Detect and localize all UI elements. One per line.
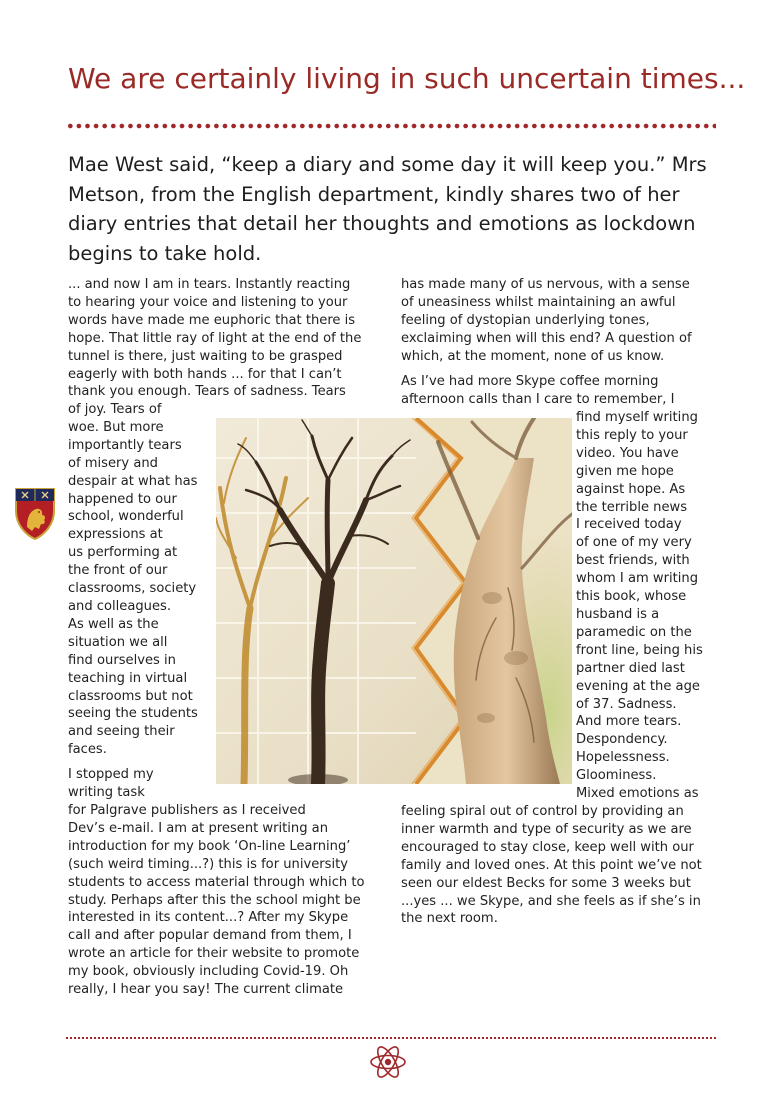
text-line: encouraged to stay close, keep well with our	[401, 839, 694, 855]
text-line: front line, being his	[576, 642, 703, 658]
text-line: Dev’s e-mail. I am at present writing an	[68, 820, 329, 836]
text-line: inner warmth and type of security as we are	[401, 821, 692, 837]
text-line: my book, obviously including Covid-19. Oh	[68, 964, 349, 980]
text-line: husband is a	[576, 606, 660, 622]
text-line: seeing the students	[68, 706, 198, 722]
text-line: seen our eldest Becks for some 3 weeks but	[401, 875, 691, 891]
text-line: the terrible news	[576, 499, 688, 515]
text-line: Hopelessness.	[576, 750, 670, 766]
text-line: feeling of dystopian underlying tones,	[401, 312, 650, 328]
text-line: us performing at	[68, 545, 178, 561]
left-column-opening	[68, 276, 390, 401]
text-line: happened to our	[68, 491, 177, 507]
text-line: of joy. Tears of	[68, 402, 162, 417]
text-line: eagerly with both hands ... for that I can’t	[68, 366, 342, 382]
text-line: expressions at	[68, 527, 163, 543]
text-line: classrooms, society	[68, 581, 197, 597]
right-column-opening	[401, 276, 723, 366]
text-line: whom I am writing	[576, 571, 699, 587]
intro-paragraph: Mae West said, “keep a diary and some day it will keep you.” Mrs Metson, from the English department, kindly shares two of her diary entries that detail her thoughts and emotions as lockdown begins to take hold.	[68, 153, 707, 265]
text-line: exclaiming when will this end? A question of	[401, 330, 692, 346]
text-line: Despondency.	[576, 732, 668, 748]
text-line: study. Perhaps after this the school might be	[68, 892, 361, 908]
text-line: classrooms but not	[68, 688, 193, 704]
text-line: I received today	[576, 517, 682, 533]
footer-dotted-line	[66, 1037, 716, 1039]
text-line: As well as the	[68, 616, 159, 632]
text-line: and colleagues.	[68, 598, 172, 614]
text-line: best friends, with	[576, 553, 690, 569]
dotted-divider	[66, 122, 716, 130]
right-column-second-paragraph-start	[401, 373, 723, 409]
text-line: given me hope	[576, 463, 674, 479]
left-column-second-paragraph-start	[68, 766, 214, 802]
text-line: writing task	[68, 784, 145, 800]
text-line: call and after popular demand from them, I	[68, 928, 352, 944]
text-line: introduction for my book ‘On-line Learning’	[68, 838, 351, 854]
text-line: thank you enough. Tears of sadness. Tears	[68, 384, 346, 400]
page-title: We are certainly living in such uncertain times...	[68, 62, 746, 95]
text-line: of uneasiness whilst maintaining an awful	[401, 294, 676, 310]
text-line: to hearing your voice and listening to your	[68, 294, 348, 310]
school-crest-icon	[14, 487, 56, 541]
right-column-wrapped-text	[576, 409, 716, 803]
text-line: tunnel is there, just waiting to be grasped	[68, 348, 343, 364]
text-line: feeling spiral out of control by providing an	[401, 804, 684, 819]
text-line: paramedic on the	[576, 624, 692, 640]
text-line: As I’ve had more Skype coffee morning	[401, 374, 659, 389]
text-line: this book, whose	[576, 589, 687, 605]
text-line: faces.	[68, 742, 107, 758]
text-line: Gloominess.	[576, 768, 657, 784]
text-line: teaching in virtual	[68, 670, 188, 686]
text-line: school, wonderful	[68, 509, 184, 525]
text-line: against hope. As	[576, 481, 686, 497]
text-line: (such weird timing...?) this is for university	[68, 856, 349, 872]
text-line: ... and now I am in tears. Instantly reacting	[68, 277, 351, 292]
text-line: find ourselves in	[68, 652, 176, 668]
text-line: really, I hear you say! The current climate	[68, 982, 344, 998]
text-line: despair at what has	[68, 473, 198, 489]
text-line: situation we all	[68, 634, 168, 650]
text-line: students to access material through which to	[68, 874, 365, 890]
text-line: this reply to your	[576, 427, 688, 443]
text-line: woe. But more	[68, 419, 164, 435]
text-line: words have made me euphoric that there is	[68, 312, 356, 328]
text-line: afternoon calls than I care to remember, I	[401, 391, 675, 407]
text-line: for Palgrave publishers as I received	[68, 803, 306, 818]
text-line: wrote an article for their website to promote	[68, 946, 360, 962]
text-line: I stopped my	[68, 767, 154, 782]
left-column-second-paragraph	[68, 802, 390, 999]
text-line: of misery and	[68, 455, 158, 471]
tree-painting-image	[216, 418, 572, 784]
text-line: video. You have	[576, 445, 679, 461]
text-line: evening at the age	[576, 678, 700, 694]
text-line: importantly tears	[68, 437, 182, 453]
text-line: of 37. Sadness.	[576, 696, 677, 712]
text-line: find myself writing	[576, 410, 698, 425]
text-line: has made many of us nervous, with a sense	[401, 277, 690, 292]
text-line: which, at the moment, none of us know.	[401, 348, 665, 364]
text-line: of one of my very	[576, 535, 692, 551]
text-line: the next room.	[401, 911, 498, 927]
text-line: interested in its content...? After my Skype	[68, 910, 349, 926]
right-column-closing	[401, 803, 723, 928]
left-column-wrapped-text	[68, 401, 214, 759]
text-line: and seeing their	[68, 724, 175, 740]
text-line: partner died last	[576, 660, 685, 676]
text-line: the front of our	[68, 563, 168, 579]
atom-icon	[369, 1043, 407, 1081]
text-line: ...yes ... we Skype, and she feels as if she’s in	[401, 893, 701, 909]
text-line: And more tears.	[576, 714, 682, 730]
text-line: hope. That little ray of light at the end of the	[68, 330, 362, 346]
text-line: Mixed emotions as	[576, 786, 699, 802]
text-line: family and loved ones. At this point we’ve not	[401, 857, 702, 873]
